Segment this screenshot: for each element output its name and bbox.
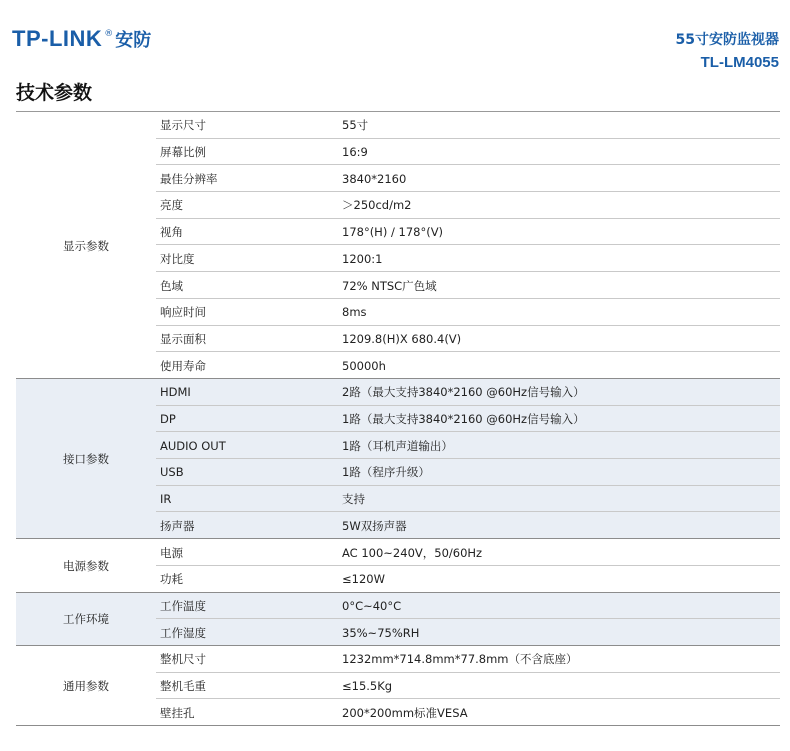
spec-value: 1200:1 — [342, 251, 383, 266]
spec-value: ＞250cd/m2 — [342, 198, 412, 213]
spec-value: 1路（程序升级） — [342, 465, 430, 480]
spec-value: 1232mm*714.8mm*77.8mm（不含底座） — [342, 652, 578, 667]
spec-key: 色域 — [160, 278, 183, 293]
spec-row — [156, 326, 780, 353]
spec-key: 整机毛重 — [160, 679, 206, 694]
spec-key: USB — [160, 465, 184, 480]
product-name: 55寸安防监视器 — [675, 32, 779, 48]
spec-value: 200*200mm标准VESA — [342, 705, 468, 720]
spec-value: 0°C~40°C — [342, 598, 402, 613]
spec-row — [156, 619, 780, 646]
spec-row — [156, 165, 780, 192]
spec-row — [156, 486, 780, 513]
spec-key: 功耗 — [160, 572, 183, 587]
spec-row — [156, 352, 780, 379]
spec-value: AC 100~240V，50/60Hz — [342, 545, 483, 560]
spec-row — [156, 539, 780, 566]
spec-key: 壁挂孔 — [160, 705, 195, 720]
spec-key: 工作湿度 — [160, 625, 206, 640]
spec-value: 178°(H) / 178°(V) — [342, 225, 444, 240]
spec-value: 50000h — [342, 358, 386, 373]
spec-row — [156, 513, 780, 540]
section-title: 技术参数 — [16, 82, 93, 104]
spec-key: 显示面积 — [160, 331, 206, 346]
spec-key: 最佳分辨率 — [160, 171, 218, 186]
spec-value: 72% NTSC广色域 — [342, 278, 437, 293]
spec-key: HDMI — [160, 385, 191, 400]
group-divider — [16, 725, 780, 726]
spec-key: 工作温度 — [160, 598, 206, 613]
spec-value: 1路（耳机声道输出） — [342, 438, 453, 453]
spec-row — [156, 219, 780, 246]
spec-key: 整机尺寸 — [160, 652, 206, 667]
spec-value: ≤15.5Kg — [342, 679, 393, 694]
page-header — [0, 0, 790, 72]
spec-value: ≤120W — [342, 572, 385, 587]
spec-key: 响应时间 — [160, 305, 206, 320]
spec-group — [16, 593, 780, 646]
spec-row — [156, 246, 780, 273]
spec-row — [156, 272, 780, 299]
spec-row — [156, 432, 780, 459]
spec-key: 电源 — [160, 545, 183, 560]
spec-row — [156, 379, 780, 406]
spec-key: AUDIO OUT — [160, 438, 226, 453]
product-model: TL-LM4055 — [700, 54, 779, 71]
spec-value: 35%~75%RH — [342, 625, 420, 640]
spec-value: 8ms — [342, 305, 367, 320]
spec-value: 2路（最大支持3840*2160 @60Hz信号输入） — [342, 385, 585, 400]
spec-row — [156, 192, 780, 219]
spec-group-label: 工作环境 — [63, 612, 109, 627]
spec-key: 亮度 — [160, 198, 183, 213]
spec-key: 使用寿命 — [160, 358, 206, 373]
logo-text: TP-LINK — [12, 26, 103, 51]
spec-group-label: 接口参数 — [63, 452, 109, 467]
spec-value: 55寸 — [342, 118, 369, 133]
spec-value: 1209.8(H)X 680.4(V) — [342, 331, 462, 346]
spec-group — [16, 539, 780, 592]
spec-value: 16:9 — [342, 145, 368, 160]
spec-value: 5W双扬声器 — [342, 518, 407, 533]
spec-value: 支持 — [342, 492, 365, 507]
spec-key: DP — [160, 412, 176, 427]
spec-group — [16, 379, 780, 539]
spec-group — [16, 646, 780, 726]
spec-key: 屏幕比例 — [160, 145, 206, 160]
spec-value: 1路（最大支持3840*2160 @60Hz信号输入） — [342, 412, 585, 427]
registered-mark: ® — [104, 29, 114, 39]
spec-key: 对比度 — [160, 251, 195, 266]
spec-row — [156, 673, 780, 700]
spec-group — [16, 112, 780, 379]
spec-group-label: 电源参数 — [63, 558, 109, 573]
spec-key: 显示尺寸 — [160, 118, 206, 133]
logo-subtitle: 安防 — [115, 30, 152, 51]
spec-row — [156, 459, 780, 486]
spec-row — [156, 593, 780, 620]
spec-key: IR — [160, 492, 172, 507]
spec-row — [156, 646, 780, 673]
spec-group-label: 通用参数 — [63, 679, 109, 694]
spec-key: 扬声器 — [160, 518, 195, 533]
spec-value: 3840*2160 — [342, 171, 407, 186]
spec-row — [156, 406, 780, 433]
tp-link-logo — [12, 26, 151, 52]
spec-group-label: 显示参数 — [63, 238, 109, 253]
spec-row — [156, 112, 780, 139]
spec-row — [156, 566, 780, 593]
spec-row — [156, 299, 780, 326]
spec-row — [156, 699, 780, 726]
spec-key: 视角 — [160, 225, 183, 240]
spec-row — [156, 139, 780, 166]
product-info — [676, 30, 779, 74]
